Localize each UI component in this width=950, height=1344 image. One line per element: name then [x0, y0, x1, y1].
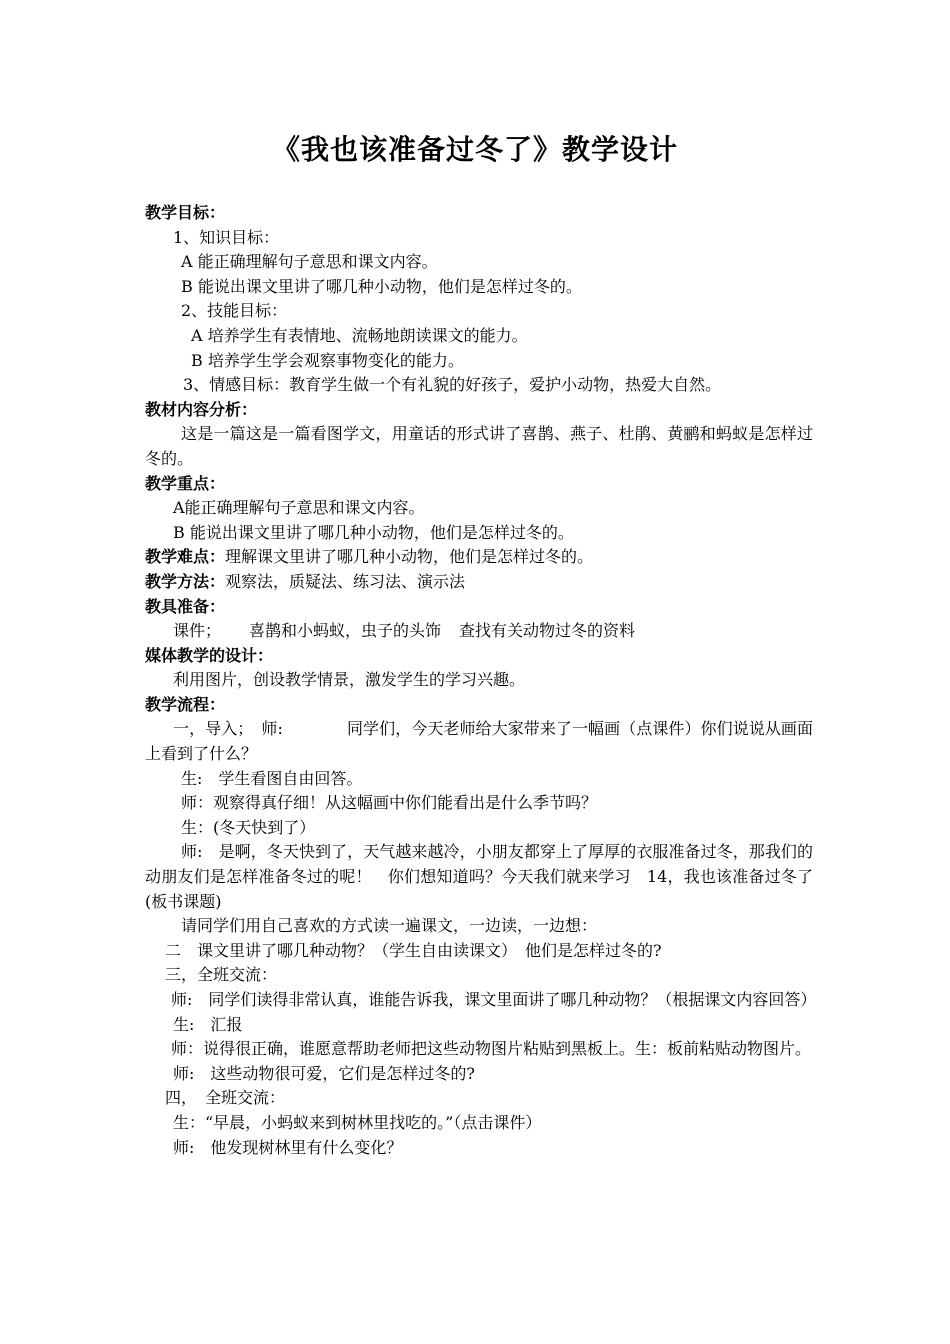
objective-skill-a: A 培养学生有表情地、流畅地朗读课文的能力。: [191, 325, 528, 345]
objective-knowledge-b: B 能说出课文里讲了哪几种小动物，他们是怎样过冬的。: [181, 276, 582, 296]
methods-line: [145, 570, 813, 595]
keypoint-b: B 能说出课文里讲了哪几种小动物，他们是怎样过冬的。: [173, 522, 574, 542]
document-body: [145, 201, 817, 1160]
flow-intro-text: 同学们，今天老师给大家带来了一幅画（点课件）你们说说从画面上看到了什么？: [145, 719, 813, 764]
analysis-heading: 教材内容分析：: [145, 399, 258, 419]
flow-teacher-question: 师：观察得真仔细！从这幅画中你们能看出是什么季节吗？: [181, 793, 598, 813]
flow-student-quote: 生：“早晨，小蚂蚁来到树林里找吃的。”（点击课件）: [173, 1112, 542, 1132]
tool-item-2: 喜鹊和小蚂蚁，虫子的头饰: [249, 621, 442, 641]
flow-teacher-lead-in: 师: 是啊，冬天快到了，天气越来越冷，小朋友都穿上了厚厚的衣服准备过冬，那我们的动朋友们是怎样准备冬过的呢！ 你们想知道吗？今天我们就来学习 14，我也该准备过冬了(板书课题): [145, 842, 813, 911]
flow-step-two: 二 课文里讲了哪几种动物？（学生自由读课文） 他们是怎样过冬的?: [165, 940, 662, 960]
flow-intro-prefix: 一，导入； 师:: [173, 719, 283, 739]
media-text: 利用图片，创设教学情景，激发学生的学习兴趣。: [173, 670, 526, 690]
difficulty-line: [145, 545, 813, 570]
tools-heading: 教具准备：: [145, 596, 226, 616]
tool-item-1: 课件；: [173, 621, 222, 641]
flow-step-four: 四， 全班交流：: [165, 1088, 286, 1108]
tool-item-3: 查找有关动物过冬的资料: [459, 621, 636, 641]
flow-teacher-praise: 师：说得很正确，谁愿意帮助老师把这些动物图片粘贴到黑板上。生：板前粘贴动物图片。: [171, 1039, 812, 1059]
objective-emotion: 3、情感目标：教育学生做一个有礼貌的好孩子，爱护小动物，热爱大自然。: [183, 375, 722, 395]
flow-step-three: 三，全班交流：: [165, 965, 278, 985]
difficulty-text: 理解课文里讲了哪几种小动物，他们是怎样过冬的。: [225, 547, 594, 567]
flow-teacher-ask: 师: 同学们读得非常认真，谁能告诉我，课文里面讲了哪几种动物？（根据课文内容回答）: [171, 990, 817, 1009]
flow-teacher-change: 师: 他发现树林里有什么变化？: [173, 1137, 403, 1157]
objective-skill-b: B 培养学生学会观察事物变化的能力。: [191, 350, 464, 370]
objective-knowledge: 1、知识目标：: [173, 227, 280, 247]
methods-text: 观察法，质疑法、练习法、演示法: [225, 571, 466, 591]
flow-student-answer: 生: 学生看图自由回答。: [181, 768, 363, 788]
flow-teacher-how: 师: 这些动物很可爱，它们是怎样过冬的?: [173, 1063, 475, 1083]
tools-line: [145, 619, 813, 644]
keypoints-heading: 教学重点：: [145, 473, 226, 493]
media-heading: 媒体教学的设计：: [145, 645, 274, 665]
flow-heading: 教学流程：: [145, 694, 226, 714]
flow-student-reply: 生：(冬天快到了）: [181, 817, 316, 837]
methods-heading: 教学方法：: [145, 571, 226, 591]
document-title: 《我也该准备过冬了》教学设计: [271, 133, 678, 166]
objectives-heading: 教学目标：: [145, 203, 226, 222]
analysis-text: 这是一篇这是一篇看图学文，用童话的形式讲了喜鹊、燕子、杜鹃、黄鹂和蚂蚁是怎样过冬的。: [145, 424, 813, 468]
keypoint-a: A能正确理解句子意思和课文内容。: [173, 498, 425, 518]
objective-skill: 2、技能目标：: [181, 301, 288, 321]
flow-intro: [145, 717, 813, 766]
objective-knowledge-a: A 能正确理解句子意思和课文内容。: [181, 252, 438, 272]
flow-reading-instruction: 请同学们用自己喜欢的方式读一遍课文，一边读，一边想：: [181, 916, 598, 936]
difficulty-heading: 教学难点：: [145, 547, 226, 567]
flow-student-report: 生: 汇报: [173, 1014, 243, 1034]
